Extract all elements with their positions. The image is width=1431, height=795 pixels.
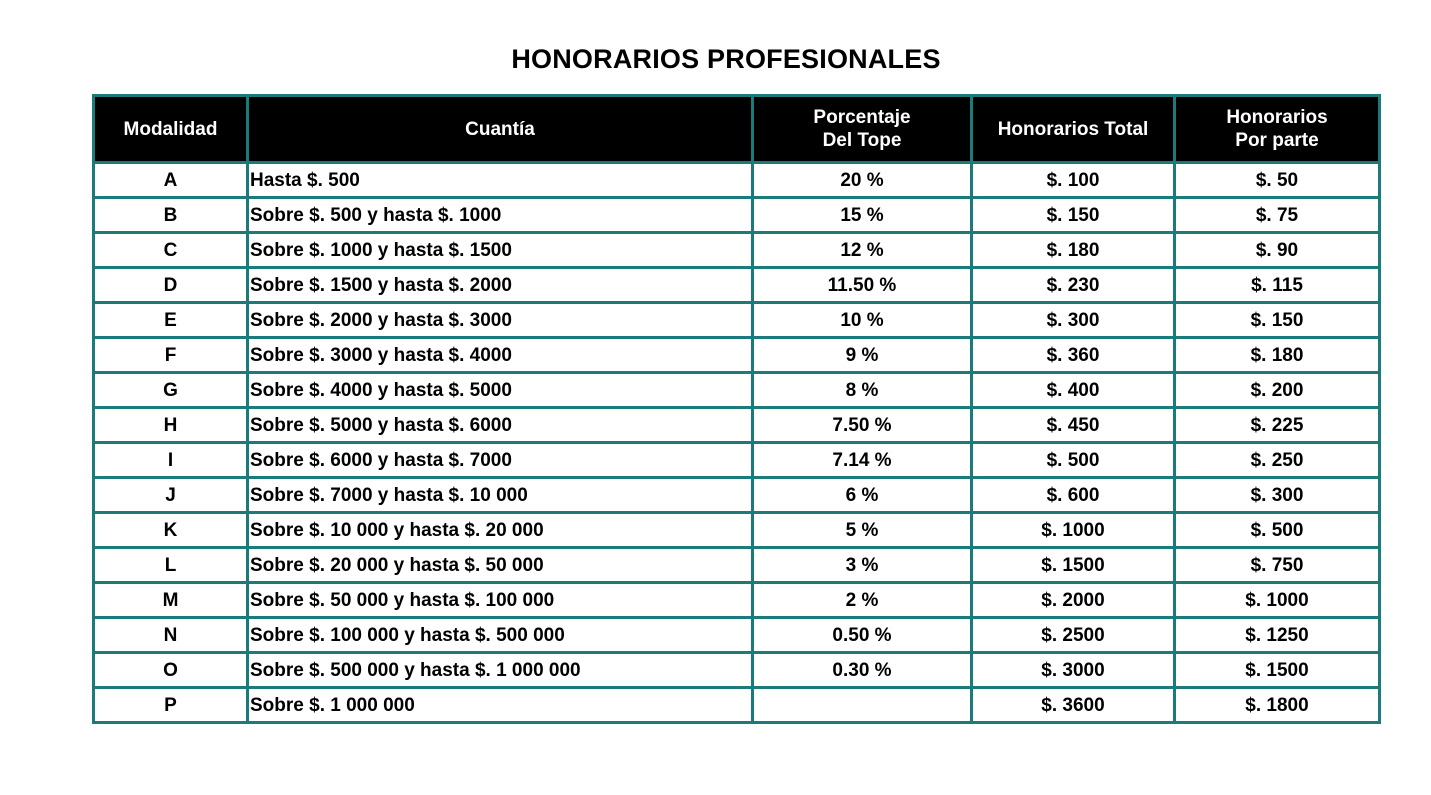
cell-total: $. 360 <box>972 338 1175 373</box>
cell-por-parte: $. 115 <box>1175 268 1380 303</box>
header-porcentaje <box>753 96 972 163</box>
cell-porcentaje: 7.14 % <box>753 443 972 478</box>
header-por-parte-line1: Honorarios <box>1226 107 1328 128</box>
cell-modalidad: H <box>94 408 248 443</box>
header-modalidad: Modalidad <box>94 96 248 163</box>
cell-modalidad: E <box>94 303 248 338</box>
cell-modalidad: D <box>94 268 248 303</box>
table-row <box>94 163 1380 198</box>
cell-cuantia: Sobre $. 5000 y hasta $. 6000 <box>248 408 753 443</box>
cell-por-parte: $. 300 <box>1175 478 1380 513</box>
cell-por-parte: $. 180 <box>1175 338 1380 373</box>
cell-total: $. 230 <box>972 268 1175 303</box>
table-row <box>94 198 1380 233</box>
cell-cuantia: Sobre $. 2000 y hasta $. 3000 <box>248 303 753 338</box>
cell-porcentaje: 6 % <box>753 478 972 513</box>
cell-modalidad: J <box>94 478 248 513</box>
table-row <box>94 513 1380 548</box>
cell-por-parte: $. 250 <box>1175 443 1380 478</box>
cell-por-parte: $. 1250 <box>1175 618 1380 653</box>
cell-modalidad: M <box>94 583 248 618</box>
cell-cuantia: Sobre $. 6000 y hasta $. 7000 <box>248 443 753 478</box>
table-row <box>94 268 1380 303</box>
cell-cuantia: Hasta $. 500 <box>248 163 753 198</box>
cell-total: $. 2500 <box>972 618 1175 653</box>
table-row <box>94 688 1380 723</box>
cell-cuantia: Sobre $. 3000 y hasta $. 4000 <box>248 338 753 373</box>
table-body <box>94 163 1380 723</box>
table-row <box>94 443 1380 478</box>
cell-por-parte: $. 750 <box>1175 548 1380 583</box>
table-row <box>94 373 1380 408</box>
cell-modalidad: N <box>94 618 248 653</box>
cell-porcentaje: 10 % <box>753 303 972 338</box>
cell-porcentaje: 20 % <box>753 163 972 198</box>
cell-porcentaje: 5 % <box>753 513 972 548</box>
page-title: HONORARIOS PROFESIONALES <box>511 44 941 74</box>
cell-porcentaje <box>753 688 972 723</box>
cell-total: $. 100 <box>972 163 1175 198</box>
cell-total: $. 400 <box>972 373 1175 408</box>
cell-total: $. 3000 <box>972 653 1175 688</box>
cell-por-parte: $. 1000 <box>1175 583 1380 618</box>
cell-modalidad: G <box>94 373 248 408</box>
cell-modalidad: C <box>94 233 248 268</box>
table-row <box>94 233 1380 268</box>
header-por-parte-line2: Por parte <box>1235 130 1319 151</box>
cell-porcentaje: 0.30 % <box>753 653 972 688</box>
cell-por-parte: $. 150 <box>1175 303 1380 338</box>
cell-porcentaje: 8 % <box>753 373 972 408</box>
cell-porcentaje: 15 % <box>753 198 972 233</box>
cell-modalidad: K <box>94 513 248 548</box>
cell-porcentaje: 3 % <box>753 548 972 583</box>
cell-modalidad: L <box>94 548 248 583</box>
cell-total: $. 180 <box>972 233 1175 268</box>
cell-cuantia: Sobre $. 50 000 y hasta $. 100 000 <box>248 583 753 618</box>
cell-por-parte: $. 90 <box>1175 233 1380 268</box>
cell-total: $. 300 <box>972 303 1175 338</box>
cell-modalidad: P <box>94 688 248 723</box>
cell-cuantia: Sobre $. 1000 y hasta $. 1500 <box>248 233 753 268</box>
header-cuantia: Cuantía <box>248 96 753 163</box>
cell-cuantia: Sobre $. 100 000 y hasta $. 500 000 <box>248 618 753 653</box>
cell-por-parte: $. 1500 <box>1175 653 1380 688</box>
header-por-parte <box>1175 96 1380 163</box>
cell-porcentaje: 7.50 % <box>753 408 972 443</box>
cell-total: $. 450 <box>972 408 1175 443</box>
cell-por-parte: $. 225 <box>1175 408 1380 443</box>
table-row <box>94 583 1380 618</box>
table-row <box>94 653 1380 688</box>
cell-cuantia: Sobre $. 4000 y hasta $. 5000 <box>248 373 753 408</box>
cell-total: $. 1500 <box>972 548 1175 583</box>
cell-por-parte: $. 1800 <box>1175 688 1380 723</box>
table-row <box>94 478 1380 513</box>
cell-cuantia: Sobre $. 20 000 y hasta $. 50 000 <box>248 548 753 583</box>
header-honorarios-total: Honorarios Total <box>972 96 1175 163</box>
cell-total: $. 500 <box>972 443 1175 478</box>
cell-total: $. 600 <box>972 478 1175 513</box>
cell-cuantia: Sobre $. 500 000 y hasta $. 1 000 000 <box>248 653 753 688</box>
table-header <box>94 96 1380 163</box>
cell-cuantia: Sobre $. 1500 y hasta $. 2000 <box>248 268 753 303</box>
cell-total: $. 3600 <box>972 688 1175 723</box>
table-row <box>94 618 1380 653</box>
cell-por-parte: $. 500 <box>1175 513 1380 548</box>
table-row <box>94 303 1380 338</box>
cell-por-parte: $. 75 <box>1175 198 1380 233</box>
header-row <box>94 96 1380 163</box>
cell-por-parte: $. 200 <box>1175 373 1380 408</box>
header-porcentaje-line2: Del Tope <box>822 130 902 151</box>
cell-total: $. 150 <box>972 198 1175 233</box>
cell-modalidad: O <box>94 653 248 688</box>
cell-modalidad: I <box>94 443 248 478</box>
cell-modalidad: F <box>94 338 248 373</box>
cell-porcentaje: 11.50 % <box>753 268 972 303</box>
header-porcentaje-line1: Porcentaje <box>813 107 911 128</box>
table-row <box>94 408 1380 443</box>
cell-porcentaje: 9 % <box>753 338 972 373</box>
cell-cuantia: Sobre $. 500 y hasta $. 1000 <box>248 198 753 233</box>
table-row <box>94 338 1380 373</box>
cell-modalidad: A <box>94 163 248 198</box>
cell-cuantia: Sobre $. 1 000 000 <box>248 688 753 723</box>
cell-modalidad: B <box>94 198 248 233</box>
cell-por-parte: $. 50 <box>1175 163 1380 198</box>
cell-total: $. 2000 <box>972 583 1175 618</box>
cell-porcentaje: 0.50 % <box>753 618 972 653</box>
cell-cuantia: Sobre $. 10 000 y hasta $. 20 000 <box>248 513 753 548</box>
fees-table <box>92 94 1381 724</box>
cell-porcentaje: 2 % <box>753 583 972 618</box>
cell-cuantia: Sobre $. 7000 y hasta $. 10 000 <box>248 478 753 513</box>
cell-total: $. 1000 <box>972 513 1175 548</box>
table-row <box>94 548 1380 583</box>
cell-porcentaje: 12 % <box>753 233 972 268</box>
